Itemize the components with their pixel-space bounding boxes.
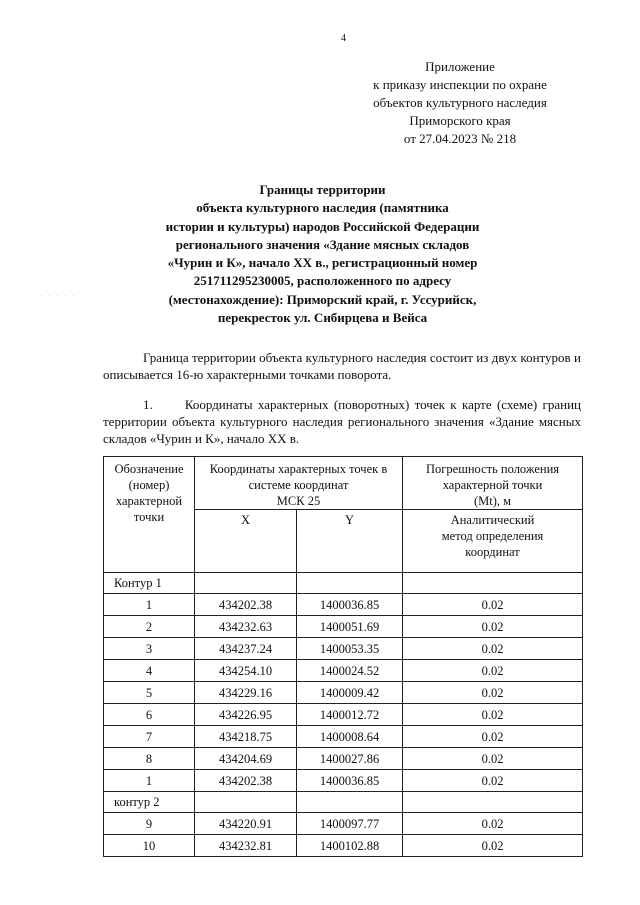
empty-cell bbox=[403, 792, 583, 813]
y-coordinate-cell: 1400036.85 bbox=[297, 594, 403, 616]
margin-scan-mark: · · · · · bbox=[40, 292, 77, 300]
error-cell: 0.02 bbox=[403, 616, 583, 638]
y-coordinate-cell: 1400051.69 bbox=[297, 616, 403, 638]
title-line: истории и культуры) народов Российской Федерации bbox=[165, 218, 480, 234]
point-number-cell: 1 bbox=[104, 770, 195, 792]
header-line: Погрешность положения bbox=[426, 462, 560, 476]
col-coordinates-header bbox=[195, 457, 403, 510]
error-cell: 0.02 bbox=[403, 813, 583, 835]
col-x-header: X bbox=[195, 510, 297, 573]
empty-cell bbox=[297, 792, 403, 813]
y-coordinate-cell: 1400097.77 bbox=[297, 813, 403, 835]
point-number-cell: 6 bbox=[104, 704, 195, 726]
title-line: (местонахождение): Приморский край, г. Уссурийск, bbox=[168, 291, 477, 307]
table-row bbox=[104, 660, 583, 682]
error-cell: 0.02 bbox=[403, 726, 583, 748]
table-row bbox=[104, 682, 583, 704]
table-row bbox=[104, 594, 583, 616]
x-coordinate-cell: 434202.38 bbox=[195, 594, 297, 616]
title-line: регионального значения «Здание мясных складов bbox=[175, 236, 470, 252]
header-line: (Mt), м bbox=[473, 494, 512, 508]
empty-cell bbox=[297, 573, 403, 594]
x-coordinate-cell: 434218.75 bbox=[195, 726, 297, 748]
error-cell: 0.02 bbox=[403, 594, 583, 616]
page-number: 4 bbox=[341, 33, 346, 44]
appendix-line: Приморского края bbox=[409, 113, 511, 128]
error-cell: 0.02 bbox=[403, 835, 583, 857]
title-line: объекта культурного наследия (памятника bbox=[196, 200, 449, 216]
error-cell: 0.02 bbox=[403, 704, 583, 726]
y-coordinate-cell: 1400102.88 bbox=[297, 835, 403, 857]
header-line: (номер) bbox=[128, 478, 170, 492]
table-header-row bbox=[104, 457, 583, 510]
table-row bbox=[104, 748, 583, 770]
y-coordinate-cell: 1400012.72 bbox=[297, 704, 403, 726]
coordinates-table bbox=[103, 456, 583, 857]
y-coordinate-cell: 1400027.86 bbox=[297, 748, 403, 770]
table-row bbox=[104, 835, 583, 857]
header-line: метод определения bbox=[441, 529, 544, 543]
header-line: характерной точки bbox=[442, 478, 543, 492]
header-line: Координаты характерных точек в bbox=[209, 462, 388, 476]
x-coordinate-cell: 434204.69 bbox=[195, 748, 297, 770]
y-coordinate-cell: 1400009.42 bbox=[297, 682, 403, 704]
x-coordinate-cell: 434237.24 bbox=[195, 638, 297, 660]
title-line: перекресток ул. Сибирцева и Вейса bbox=[217, 310, 428, 326]
document-title bbox=[120, 181, 525, 327]
col-error-header bbox=[403, 457, 583, 510]
appendix-header bbox=[360, 58, 560, 148]
point-number-cell: 4 bbox=[104, 660, 195, 682]
error-cell: 0.02 bbox=[403, 638, 583, 660]
point-number-cell: 1 bbox=[104, 594, 195, 616]
contour-label: Контур 1 bbox=[104, 573, 195, 594]
error-cell: 0.02 bbox=[403, 770, 583, 792]
x-coordinate-cell: 434254.10 bbox=[195, 660, 297, 682]
header-line: МСК 25 bbox=[276, 494, 321, 508]
title-line: Границы территории bbox=[259, 182, 386, 197]
point-number-cell: 2 bbox=[104, 616, 195, 638]
header-line: Обозначение bbox=[114, 462, 184, 476]
col-point-header bbox=[104, 457, 195, 573]
header-line: точки bbox=[133, 510, 165, 524]
col-y-header: Y bbox=[297, 510, 403, 573]
point-number-cell: 10 bbox=[104, 835, 195, 857]
table-row bbox=[104, 704, 583, 726]
point-number-cell: 3 bbox=[104, 638, 195, 660]
empty-cell bbox=[195, 792, 297, 813]
col-method-header bbox=[403, 510, 583, 573]
point-number-cell: 8 bbox=[104, 748, 195, 770]
table-row bbox=[104, 813, 583, 835]
contour-row bbox=[104, 792, 583, 813]
table-row bbox=[104, 770, 583, 792]
x-coordinate-cell: 434232.63 bbox=[195, 616, 297, 638]
empty-cell bbox=[403, 573, 583, 594]
header-line: Аналитический bbox=[450, 513, 535, 527]
table-row bbox=[104, 616, 583, 638]
title-line: «Чурин и К», начало XX в., регистрационный номер bbox=[167, 255, 478, 271]
contour-row bbox=[104, 573, 583, 594]
error-cell: 0.02 bbox=[403, 748, 583, 770]
point-number-cell: 5 bbox=[104, 682, 195, 704]
intro-paragraph: Граница территории объекта культурного наследия состоит из двух контуров и описывается 16-ю характерными точками поворота. bbox=[103, 350, 581, 382]
contour-label: контур 2 bbox=[104, 792, 195, 813]
table-row bbox=[104, 726, 583, 748]
header-line: системе координат bbox=[248, 478, 349, 492]
empty-cell bbox=[195, 573, 297, 594]
x-coordinate-cell: 434226.95 bbox=[195, 704, 297, 726]
header-line: координат bbox=[465, 545, 520, 559]
x-coordinate-cell: 434229.16 bbox=[195, 682, 297, 704]
y-coordinate-cell: 1400008.64 bbox=[297, 726, 403, 748]
title-line: 251711295230005, расположенного по адресу bbox=[193, 273, 452, 289]
header-line: характерной bbox=[115, 494, 183, 508]
x-coordinate-cell: 434232.81 bbox=[195, 835, 297, 857]
y-coordinate-cell: 1400053.35 bbox=[297, 638, 403, 660]
point-number-cell: 9 bbox=[104, 813, 195, 835]
error-cell: 0.02 bbox=[403, 682, 583, 704]
x-coordinate-cell: 434220.91 bbox=[195, 813, 297, 835]
appendix-line: Приложение bbox=[425, 59, 495, 74]
y-coordinate-cell: 1400036.85 bbox=[297, 770, 403, 792]
error-cell: 0.02 bbox=[403, 660, 583, 682]
x-coordinate-cell: 434202.38 bbox=[195, 770, 297, 792]
appendix-line: к приказу инспекции по охране bbox=[373, 77, 547, 92]
y-coordinate-cell: 1400024.52 bbox=[297, 660, 403, 682]
appendix-line: от 27.04.2023 № 218 bbox=[403, 131, 517, 146]
appendix-line: объектов культурного наследия bbox=[373, 95, 547, 110]
point-number-cell: 7 bbox=[104, 726, 195, 748]
table-row bbox=[104, 638, 583, 660]
coordinates-paragraph: 1. Координаты характерных (поворотных) точек к карте (схеме) границ территории объекта культурного наследия регионального значения «Здание мясных складов «Чурин и К», начало XX в. bbox=[103, 397, 585, 446]
